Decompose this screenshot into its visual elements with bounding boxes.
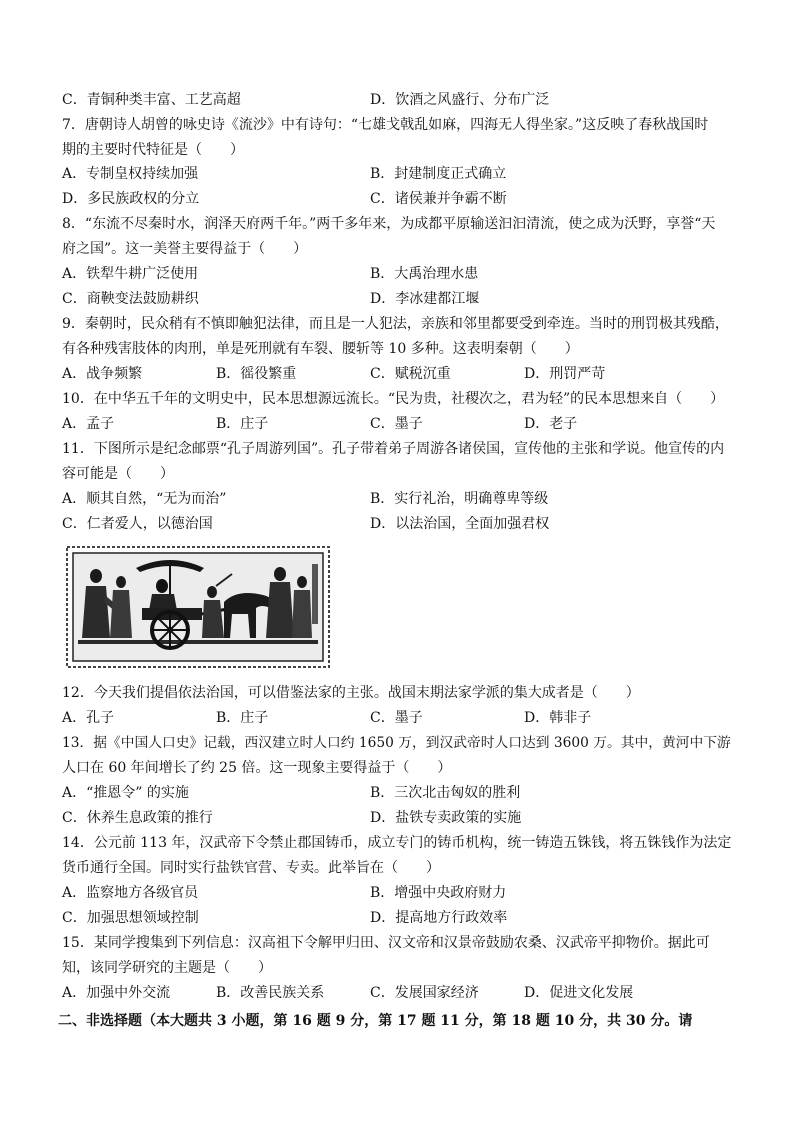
q9-option-b[interactable]: B．徭役繁重 (216, 366, 297, 382)
q15-option-b[interactable]: B．改善民族关系 (216, 985, 325, 1001)
q13-options-row1 (62, 783, 734, 803)
q12-options (62, 708, 734, 728)
q7-option-a[interactable]: A．专制皇权持续加强 (62, 166, 199, 182)
q9-option-d[interactable]: D．刑罚严苛 (524, 366, 606, 382)
q11-option-a[interactable]: A．顺其自然，“无为而治” (62, 491, 227, 507)
q15-options (62, 983, 734, 1003)
q6-option-d[interactable]: D．饮酒之风盛行、分布广泛 (370, 92, 550, 108)
q7-option-b[interactable]: B．封建制度正式确立 (370, 166, 507, 182)
q11-option-c[interactable]: C．仁者爱人，以德治国 (62, 516, 213, 532)
q13-option-c[interactable]: C．休养生息政策的推行 (62, 810, 213, 826)
q7-options-row1 (62, 164, 734, 184)
q6-option-c[interactable]: C．青铜种类丰富、工艺高超 (62, 92, 241, 108)
q8-options-row1 (62, 264, 734, 284)
q14-options-row1 (62, 883, 734, 903)
q7-stem: 7．唐朝诗人胡曾的咏史诗《流沙》中有诗句：“七雄戈戟乱如麻，四海无人得坐家。”这反映了春秋战国时 (62, 117, 709, 133)
q14-options-row2 (62, 908, 734, 928)
q9-option-c[interactable]: C．赋税沉重 (370, 366, 451, 382)
q10-stem: 10．在中华五千年的文明史中，民本思想源远流长。“民为贵，社稷次之，君为轻”的民本思想来自（ ） (62, 391, 725, 407)
q15-option-c[interactable]: C．发展国家经济 (370, 985, 479, 1001)
q10-option-d[interactable]: D．老子 (524, 416, 578, 432)
q11-options-row1 (62, 489, 734, 509)
q8-option-b[interactable]: B．大禹治理水患 (370, 266, 479, 282)
q11-stem-cont: 容可能是（ ） (62, 466, 174, 482)
q11-stem: 11．下图所示是纪念邮票“孔子周游列国”。孔子带着弟子周游各诸侯国，宣传他的主张和学说。他宣传的内 (62, 441, 725, 457)
q15-stem: 15．某同学搜集到下列信息：汉高祖下令解甲归田、汉文帝和汉景帝鼓励农桑、汉武帝平抑物价。据此可 (62, 935, 710, 951)
q12-option-a[interactable]: A．孔子 (62, 710, 115, 726)
q13-option-b[interactable]: B．三次北击匈奴的胜利 (370, 785, 521, 801)
q12-option-c[interactable]: C．墨子 (370, 710, 423, 726)
q12-option-b[interactable]: B．庄子 (216, 710, 269, 726)
q14-option-a[interactable]: A．监察地方各级官员 (62, 885, 199, 901)
q14-stem: 14．公元前 113 年，汉武帝下令禁止郡国铸币，成立专门的铸币机构，统一铸造五铢钱，将五铢钱作为法定 (62, 835, 732, 851)
q8-option-a[interactable]: A．铁犁牛耕广泛使用 (62, 266, 199, 282)
q10-option-c[interactable]: C．墨子 (370, 416, 423, 432)
q8-stem-cont: 府之国”。这一美誉主要得益于（ ） (62, 241, 308, 257)
q7-option-d[interactable]: D．多民族政权的分立 (62, 191, 200, 207)
q9-stem: 9．秦朝时，民众稍有不慎即触犯法律，而且是一人犯法，亲族和邻里都要受到牵连。当时的刑罚极其残酷， (62, 316, 729, 332)
q13-stem: 13．据《中国人口史》记载，西汉建立时人口约 1650 万，到汉武帝时人口达到 3600 万。其中，黄河中下游 (62, 735, 731, 751)
q11-option-b[interactable]: B．实行礼治，明确尊卑等级 (370, 491, 549, 507)
q15-option-d[interactable]: D．促进文化发展 (524, 985, 634, 1001)
q8-option-c[interactable]: C．商鞅变法鼓励耕织 (62, 291, 199, 307)
stamp-illustration-icon (66, 546, 330, 668)
q13-options-row2 (62, 808, 734, 828)
q15-stem-cont: 知，该同学研究的主题是（ ） (62, 960, 272, 976)
q6-options (62, 90, 734, 110)
q10-option-a[interactable]: A．孟子 (62, 416, 115, 432)
q11-option-d[interactable]: D．以法治国，全面加强君权 (370, 516, 550, 532)
q8-stem: 8．“东流不尽秦时水，润泽天府两千年。”两千多年来，为成都平原输送汩汩清流，使之成为沃野，享誉“天 (62, 216, 716, 232)
q10-option-b[interactable]: B．庄子 (216, 416, 269, 432)
q14-option-c[interactable]: C．加强思想领域控制 (62, 910, 199, 926)
q7-stem-cont: 期的主要时代特征是（ ） (62, 142, 244, 158)
q8-option-d[interactable]: D．李冰建都江堰 (370, 291, 480, 307)
q15-option-a[interactable]: A．加强中外交流 (62, 985, 171, 1001)
q9-options (62, 364, 734, 384)
q7-options-row2 (62, 189, 734, 209)
q10-options (62, 414, 734, 434)
q13-option-a[interactable]: A．“推恩令” 的实施 (62, 785, 189, 801)
q14-option-d[interactable]: D．提高地方行政效率 (370, 910, 508, 926)
q7-option-c[interactable]: C．诸侯兼并争霸不断 (370, 191, 507, 207)
q12-option-d[interactable]: D．韩非子 (524, 710, 592, 726)
q14-option-b[interactable]: B．增强中央政府财力 (370, 885, 507, 901)
section-two-heading: 二、非选择题（本大题共 3 小题，第 16 题 9 分，第 17 题 11 分，第 18 题 10 分，共 30 分。请 (58, 1013, 693, 1029)
q9-stem-cont: 有各种残害肢体的肉刑，单是死刑就有车裂、腰斩等 10 多种。这表明秦朝（ ） (62, 341, 579, 357)
confucius-stamp-image (66, 546, 330, 668)
q8-options-row2 (62, 289, 734, 309)
q11-options-row2 (62, 514, 734, 534)
q13-stem-cont: 人口在 60 年间增长了约 25 倍。这一现象主要得益于（ ） (62, 760, 452, 776)
q9-option-a[interactable]: A．战争频繁 (62, 366, 143, 382)
q13-option-d[interactable]: D．盐铁专卖政策的实施 (370, 810, 522, 826)
q12-stem: 12．今天我们提倡依法治国，可以借鉴法家的主张。战国末期法家学派的集大成者是（ ） (62, 685, 640, 701)
q14-stem-cont: 货币通行全国。同时实行盐铁官营、专卖。此举旨在（ ） (62, 860, 440, 876)
